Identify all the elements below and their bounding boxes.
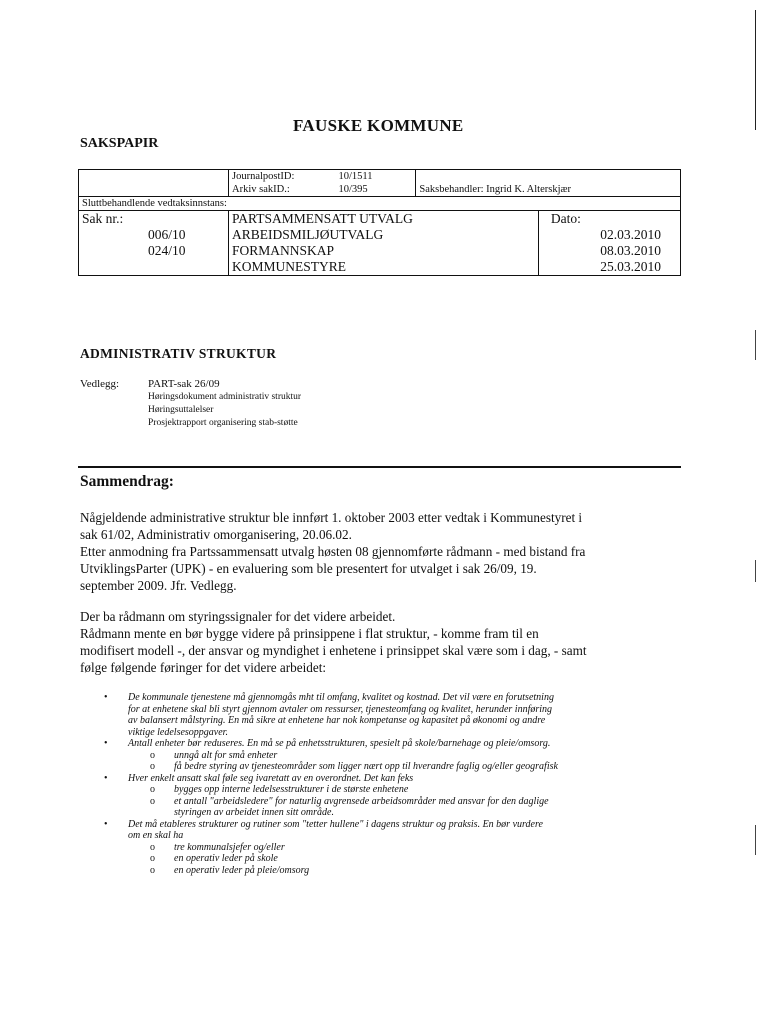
circle-bullet-icon: o <box>150 853 155 864</box>
dates-cell <box>416 211 681 276</box>
text-line: styringen av arbeidet innen sitt område. <box>174 807 334 818</box>
journalpost-label: JournalpostID: <box>232 171 295 182</box>
date-value: 02.03.2010 <box>600 227 661 242</box>
text-line: om en skal ha <box>128 830 184 841</box>
text-line: september 2009. Jfr. Vedlegg. <box>80 578 237 593</box>
vedlegg-label: Vedlegg: <box>80 378 120 390</box>
summary-paragraph-1 <box>80 509 690 594</box>
bullet-icon: • <box>104 738 108 749</box>
text-line: sak 61/02, Administrativ omorganisering, 20.06.02. <box>80 527 352 542</box>
bullet-icon: • <box>104 772 108 784</box>
circle-bullet-icon: o <box>150 761 155 772</box>
text-line: modifisert modell -, der ansvar og myndighet i enhetene i prinsippet skal være som i dag, - samt <box>80 643 587 658</box>
journalpost-value: 10/1511 <box>338 171 373 182</box>
circle-bullet-icon: o <box>150 784 155 795</box>
document-type: SAKSPAPIR <box>80 136 159 151</box>
bodies-cell <box>229 211 416 276</box>
dato-label: Dato: <box>550 211 581 226</box>
arkiv-value: 10/395 <box>338 184 368 195</box>
circle-bullet-icon: o <box>150 864 155 876</box>
saksbehandler: Saksbehandler: Ingrid K. Alterskjær <box>419 184 571 195</box>
journal-archive-cell <box>229 170 416 197</box>
list-item: • De kommunale tjenestene må gjennomgås mht til omfang, kvalitet og kostnad. Det vil være en forutsetning <box>104 692 554 703</box>
vedlegg-item: Høringsdokument administrativ struktur <box>148 392 302 402</box>
bullet-icon: • <box>104 818 108 830</box>
municipality-title: FAUSKE KOMMUNE <box>293 116 464 135</box>
list-item: • Antall enheter bør reduseres. En må se på enhetsstrukturen, spesielt på skole/barnehage og pleie/omsorg. <box>104 738 551 749</box>
sak-cell <box>79 211 229 276</box>
body-name: KOMMUNESTYRE <box>232 259 347 274</box>
sak-number: 006/10 <box>148 227 186 242</box>
sak-label: Sak nr.: <box>82 211 124 226</box>
page-edge-line <box>755 10 756 130</box>
list-item: • Det må etableres strukturer og rutiner som "tetter hullene" i dagens struktur og praksis. En bør vurdere <box>104 818 543 830</box>
body-name: FORMANNSKAP <box>232 243 335 258</box>
text-line: følge følgende føringer for det videre arbeidet: <box>80 660 327 675</box>
page-edge-line <box>755 560 756 582</box>
sub-list-item: o et antall "arbeidsledere" for naturlig avgrensede arbeidsområder med ansvar for den daglige <box>150 795 549 807</box>
sub-list-item: o unngå alt for små enheter <box>150 749 278 761</box>
vedlegg-item: PART-sak 26/09 <box>148 378 220 390</box>
sub-list-item: o tre kommunalsjefer og/eller <box>150 841 285 853</box>
saksbehandler-cell <box>416 170 681 197</box>
sak-number: 024/10 <box>148 243 186 258</box>
case-metadata-table <box>78 169 681 276</box>
section-divider <box>78 466 681 468</box>
text-line: Rådmann mente en bør bygge videre på prinsippene i flat struktur, - komme fram til en <box>80 626 539 641</box>
sub-list-item: o en operativ leder på skole <box>150 853 278 864</box>
text-line: UtviklingsParter (UPK) - en evaluering som ble presentert for utvalget i sak 26/09, 19. <box>80 561 537 576</box>
circle-bullet-icon: o <box>150 841 155 853</box>
case-title: ADMINISTRATIV STRUKTUR <box>80 346 277 361</box>
sub-list-item: o få bedre styring av tjenesteområder som ligger nært opp til hverandre faglig og/eller geografisk <box>150 761 558 772</box>
date-value: 25.03.2010 <box>600 259 661 274</box>
text-line: Der ba rådmann om styringssignaler for det videre arbeidet. <box>80 609 396 624</box>
text-line: av balansert målstyring. En må sikre at enhetene har nok kompetanse og kapasitet på økonomi og andre <box>128 715 546 726</box>
body-name: PARTSAMMENSATT UTVALG <box>232 211 413 226</box>
sub-list-item: o en operativ leder på pleie/omsorg <box>150 864 310 876</box>
guidelines-list <box>104 692 694 876</box>
summary-heading: Sammendrag: <box>80 473 174 490</box>
circle-bullet-icon: o <box>150 795 155 807</box>
sluttbehandlende-row: Sluttbehandlende vedtaksinnstans: <box>79 197 681 211</box>
vedlegg-list <box>148 378 301 430</box>
bullet-icon: • <box>104 692 108 703</box>
text-line: for at enhetene skal bli styrt gjennom avtaler om ressurser, tjenesteomfang og kvalitet, herunder innføring <box>128 703 553 715</box>
text-line: viktige ledelsesoppgaver. <box>128 726 228 738</box>
list-item: • Hver enkelt ansatt skal føle seg ivaretatt av en overordnet. Det kan feks <box>104 772 414 784</box>
body-name: ARBEIDSMILJØUTVALG <box>232 227 384 242</box>
page-edge-line <box>755 825 756 855</box>
sub-list-item: o bygges opp interne ledelsesstrukturer i de største enhetene <box>150 784 409 795</box>
vedlegg-item: Prosjektrapport organisering stab-støtte <box>148 418 298 428</box>
arkiv-label: Arkiv sakID.: <box>232 184 290 195</box>
text-line: Etter anmodning fra Partssammensatt utvalg høsten 08 gjennomførte rådmann - med bistand fra <box>80 544 586 559</box>
date-value: 08.03.2010 <box>600 243 661 258</box>
text-line: Någjeldende administrative struktur ble innført 1. oktober 2003 etter vedtak i Kommunestyret i <box>80 510 583 525</box>
page-edge-line <box>755 330 756 360</box>
vedlegg-item: Høringsuttalelser <box>148 405 214 415</box>
circle-bullet-icon: o <box>150 749 155 761</box>
summary-paragraph-2 <box>80 608 690 676</box>
